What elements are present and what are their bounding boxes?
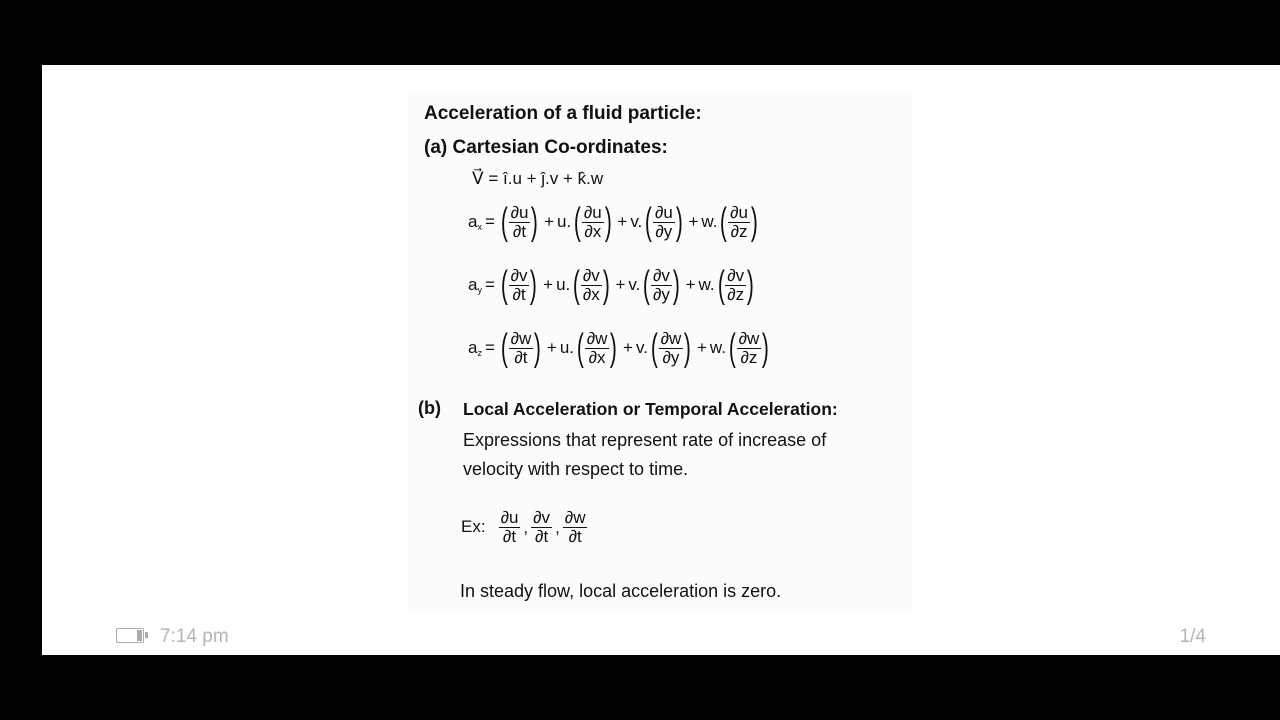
bracket [498, 266, 540, 304]
bracket [715, 266, 757, 304]
bracket [640, 266, 682, 304]
expression-line-2: velocity with respect to time. [463, 459, 689, 479]
equation-lhs: $a_x$ [468, 212, 482, 232]
acceleration-equation-z: $a_z$ = ( $\frac{\partial w}{\partial t}$ ) + u. ( $\frac{\partial w}{\partial x}$ ) + v. ( $\frac{\partial w}{\partial y}$ ) + w. ( $\frac{\partial w}{\partial z}$ ) [468, 329, 772, 367]
partial-fraction: ( $\frac{\partial w}{\partial y}$ [660, 328, 682, 367]
page-indicator: 1/4 [1179, 626, 1206, 647]
bracket [570, 266, 612, 304]
partial-fraction: ( $\frac{\partial v}{\partial z}$ [727, 265, 745, 304]
battery-icon [116, 628, 144, 643]
partial-fraction: ( $\frac{\partial w}{\partial t}$ [510, 328, 532, 367]
comma: , [523, 517, 529, 537]
equation-lhs: $a_y$ [468, 275, 482, 295]
partial-fraction: ( $\frac{\partial u}{\partial y}$ [654, 202, 673, 241]
bracket [642, 203, 685, 241]
steady-flow-statement: In steady flow, local acceleration is zero. [460, 581, 782, 601]
velocity-vector-equation: V⃗ = î.u + ĵ.v + k̂.w [472, 169, 604, 188]
page-heading: Acceleration of a fluid particle: [424, 103, 702, 124]
bracket [571, 203, 614, 241]
bracket [498, 329, 544, 367]
clock: 7:14 pm [160, 626, 229, 647]
bracket [498, 203, 541, 241]
partial-fraction: ( $\frac{\partial w}{\partial x}$ [586, 328, 608, 367]
document-viewer[interactable] [42, 65, 1280, 655]
bracket [574, 329, 620, 367]
example-fraction-v: $\frac{\partial v}{\partial t}$ [533, 508, 551, 546]
status-bar [42, 626, 1280, 650]
bracket [726, 329, 772, 367]
section-a-title: (a) Cartesian Co-ordinates: [424, 137, 668, 158]
partial-fraction: ( $\frac{\partial v}{\partial t}$ [510, 265, 528, 304]
section-b-label: (b) [418, 398, 441, 418]
comma: , [555, 517, 560, 537]
section-b-title: Local Acceleration or Temporal Acceleration: [463, 399, 838, 419]
acceleration-equation-y: $a_y$ = ( $\frac{\partial v}{\partial t}$ ) + u. ( $\frac{\partial v}{\partial x}$ ) + v. ( $\frac{\partial v}{\partial y}$ ) + w. ( $\frac{\partial v}{\partial z}$ ) [468, 266, 757, 304]
acceleration-equation-x: $a_x$ = ( $\frac{\partial u}{\partial t}$ ) + u. ( $\frac{\partial u}{\partial x}$ ) + v. ( $\frac{\partial u}{\partial y}$ ) + w. ( $\frac{\partial u}{\partial z}$ ) [468, 203, 761, 241]
bracket [717, 203, 760, 241]
partial-fraction: ( $\frac{\partial u}{\partial t}$ [510, 202, 529, 241]
partial-fraction: ( $\frac{\partial u}{\partial z}$ [730, 202, 748, 241]
equation-lhs: $a_z$ [468, 338, 482, 358]
expression-line-1: Expressions that represent rate of increase of [463, 430, 827, 450]
bracket [648, 329, 694, 367]
example-fraction-u: $\frac{\partial u}{\partial t}$ [500, 508, 519, 546]
partial-fraction: ( $\frac{\partial v}{\partial x}$ [582, 265, 600, 304]
partial-fraction: ( $\frac{\partial u}{\partial x}$ [583, 202, 602, 241]
example-label: Ex: [461, 517, 486, 537]
partial-fraction: ( $\frac{\partial v}{\partial y}$ [653, 265, 670, 304]
example-fraction-w: $\frac{\partial w}{\partial t}$ [564, 508, 586, 546]
example-expression [461, 509, 588, 546]
partial-fraction: ( $\frac{\partial w}{\partial z}$ [738, 328, 760, 367]
document-page[interactable] [408, 91, 912, 611]
